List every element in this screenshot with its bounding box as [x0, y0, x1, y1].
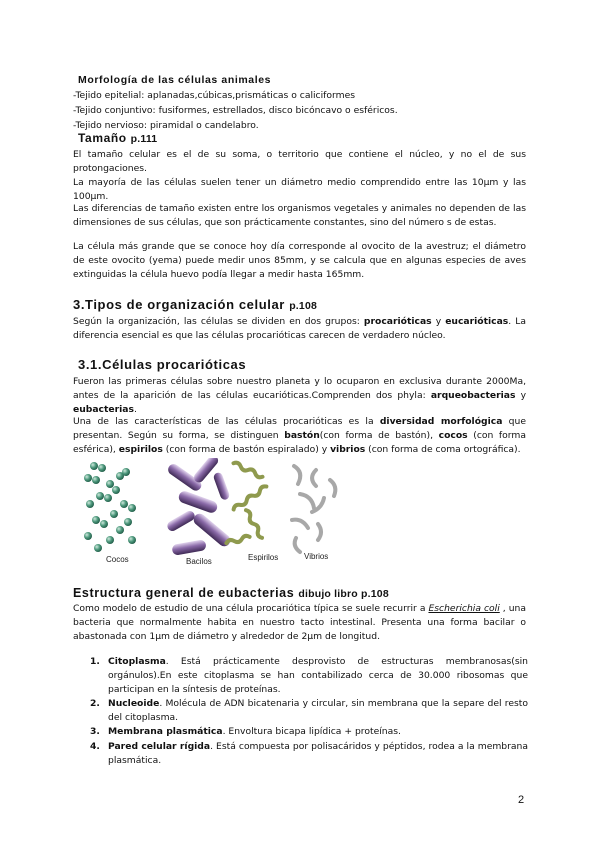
estructura-title: Estructura general de eubacterias [73, 586, 295, 600]
bacilos-illustration [166, 458, 233, 556]
caption-vibrios: Vibrios [304, 552, 329, 561]
morfologia-heading: Morfología de las células animales [78, 74, 272, 86]
tamano-text-4: La célula más grande que se conoce hoy día corresponde al ovocito de la avestruz; el diámetro de este ovocito (yema) puede medir unos 85mm, y se calcula que en algunas especies de aves extinguidas la célula huevo podía llegar a medir hasta 165mm. [73, 241, 526, 281]
cocos-illustration [84, 462, 136, 552]
tipos-text-b: y [431, 316, 446, 327]
tipos-heading [73, 297, 317, 312]
procariotas2-text-c: que presentan. Según su forma, se distinguen [73, 416, 526, 442]
procariotas2-text-a: Una de las características de las células procarióticas es la [73, 416, 380, 427]
term-vibrios: vibrios [330, 444, 366, 456]
tamano-text-2: La mayoría de las células suelen tener un diámetro medio comprendido entre las 10µm y las 100µm. [73, 177, 526, 203]
morfologia-list [73, 88, 526, 133]
term-citoplasma: Citoplasma [108, 656, 166, 667]
procariotas2-text-g: (con forma esférica), [73, 430, 526, 456]
tipos-title: 3.Tipos de organización celular [73, 297, 285, 312]
tamano-title: Tamaño [78, 131, 127, 145]
estructura-ref: dibujo libro p.108 [298, 588, 389, 600]
nucleoide-text: . Molécula de ADN bicatenaria y circular, sin membrana que la separe del resto del citoplasma. [108, 698, 528, 724]
list-item-membrana [84, 725, 528, 739]
list-num-2: 2. [90, 698, 100, 710]
tamano-p3 [73, 202, 526, 230]
tamano-p1 [73, 148, 526, 204]
morfologia-line-1: -Tejido epitelial: aplanadas,cúbicas,prismáticas o caliciformes [73, 90, 356, 101]
term-baston: bastón [284, 430, 320, 442]
morfologia-line-2: -Tejido conjuntivo: fusiformes, estrellados, disco bicóncavo o esféricos. [73, 105, 398, 116]
list-num-3: 3. [90, 726, 100, 738]
page-number: 2 [518, 794, 525, 806]
procariotas-p1 [73, 375, 526, 417]
estructura-text-c: , una bacteria que normalmente habita en nuestro tacto intestinal. Presenta una forma bacilar o abastonada con 1µm de diámetro y alrededor de 2µm de longitud. [73, 603, 526, 643]
term-espirilos: espirilos [118, 444, 163, 456]
pared-text: . Está compuesta por polisacáridos y péptidos, rodea a la membrana plasmática. [108, 740, 528, 766]
morfologia-line-3: -Tejido nervioso: piramidal o candelabro. [73, 120, 259, 131]
procariotas-heading: 3.1.Células procarióticas [78, 357, 247, 372]
procariotas-text-e: . [133, 404, 137, 416]
tipos-text-a: Según la organización, las células se dividen en dos grupos: [73, 316, 364, 327]
tamano-ref: p.111 [130, 133, 158, 145]
list-item-pared [84, 740, 528, 768]
tamano-text-3: Las diferencias de tamaño existen entre los organismos vegetales y animales no dependen de las dimensiones de sus células, que son prácticamente constantes, sino del número s de estas. [73, 203, 526, 229]
tamano-text-1: El tamaño celular es el de su soma, o territorio que contiene el núcleo, y no el de sus protongaciones. [73, 149, 526, 175]
procariotas-text-c: y [515, 390, 527, 402]
term-nucleoide: Nucleoide [108, 698, 160, 710]
estructura-list [84, 655, 528, 768]
procariotas2-text-e: (con forma de bastón), [319, 430, 439, 442]
term-diversidad-morfologica: diversidad morfológica [379, 416, 503, 427]
list-num-4: 4. [90, 740, 100, 752]
procariotas2-text-k: (con forma de coma ortográfica). [365, 444, 521, 456]
term-escherichia-coli: Escherichia coli [428, 603, 500, 614]
estructura-text-a: Como modelo de estudio de una célula procariótica típica se suele recurrir a [73, 603, 429, 614]
term-cocos: cocos [438, 430, 468, 442]
list-item-citoplasma [84, 655, 528, 697]
caption-espirilos: Espirilos [248, 553, 279, 562]
estructura-intro [73, 602, 526, 644]
term-procarioticas: procarióticas [363, 316, 432, 327]
list-num-1: 1. [90, 656, 100, 667]
caption-cocos: Cocos [106, 555, 129, 564]
tamano-heading [78, 131, 157, 145]
term-membrana-plasmatica: Membrana plasmática [108, 726, 223, 738]
term-eucarioticas: eucarióticas [445, 316, 509, 327]
membrana-text: . Envoltura bicapa lipídica + proteínas. [222, 726, 401, 738]
term-arqueobacterias: arqueobacterias [430, 390, 516, 402]
procariotas-text-a: Fueron las primeras células sobre nuestro planeta y lo ocuparon en exclusiva durante 2000Ma, antes de la aparición de las células eucarióticas.Comprenden dos phyla: [73, 376, 526, 402]
espirilos-illustration [226, 461, 268, 545]
caption-bacilos: Bacilos [186, 557, 212, 566]
procariotas-p2 [73, 415, 526, 457]
citoplasma-text: . Está prácticamente desprovisto de estructuras membranosas(sin orgánulos).En este citoplasma se han contabilizado cerca de 30.000 ribosomas que participan en la síntesis de proteínas. [108, 656, 528, 696]
tamano-p4 [73, 240, 526, 282]
estructura-heading [73, 586, 389, 600]
tipos-text-c: . La diferencia esencial es que las células procarióticas carecen de verdadero núcleo. [73, 316, 527, 342]
vibrios-illustration [292, 466, 335, 552]
procariotas2-text-i: (con forma de bastón espiralado) y [162, 444, 331, 456]
tipos-ref: p.108 [289, 300, 318, 312]
term-pared-celular: Pared celular rígida [108, 740, 211, 752]
tipos-paragraph [73, 315, 526, 343]
term-eubacterias: eubacterias [73, 404, 134, 416]
list-item-nucleoide [84, 697, 528, 725]
